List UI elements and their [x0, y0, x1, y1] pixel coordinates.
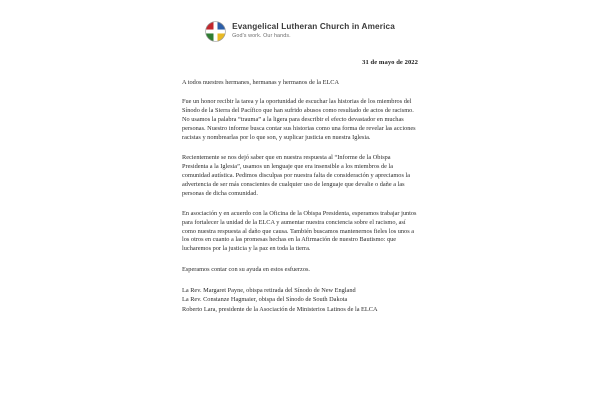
letterhead: [0, 0, 600, 42]
organization-name: Evangelical Lutheran Church in America: [232, 22, 395, 32]
signature-line: La Rev. Constanze Hagmaier, obispa del Sínodo de South Dakota: [182, 296, 348, 304]
letter-paragraph: En asociación y en acuerdo con la Oficina de la Obispa Presidenta, esperamos trabajar juntos para fortalecer la unidad de la ELCA y aumentar nuestra conciencia sobre el racismo, así como nuestra respuesta al daño que causa. También buscamos mantenernos fieles los unos a los otros en cuanto a las promesas hechas en la Afirmación de nuestro Bautismo: que lucharemos por la justicia y la paz en toda la tierra.: [182, 209, 417, 253]
organization-tagline: God's work. Our hands.: [232, 32, 291, 39]
signature-block: [182, 286, 418, 314]
letter-salutation: A todos nuestres hermanes, hermanas y hermanos de la ELCA: [182, 79, 340, 86]
letter-paragraph: Fue un honor recibir la tarea y la oportunidad de escuchar las historias de los miembros del Sínodo de la Sierra del Pacífico que han sufrido abusos como resultado de actos de racismo. No usamos la palabra “trauma” a la ligera para describir el efecto devastador en muchas personas. Nuestro informe busca contar sus historias como una forma de revelar las acciones racistas y nombrearlas por lo que son, y suplicar justicia en nuestra Iglesia.: [182, 98, 416, 142]
letter-date: 31 de mayo de 2022: [362, 59, 418, 66]
elca-cross-logo-icon: [205, 21, 226, 42]
signature-line: La Rev. Margaret Payne, obispa retirada del Sínodo de New England: [182, 287, 356, 295]
letterhead-text: [232, 23, 395, 39]
letter-paragraph: Recientemente se nos dejó saber que en nuestra respuesta al “Informe de la Obispa Presidenta a la Iglesia”, usamos un lenguaje que era insensible a los miembros de la comunidad autística. Pedimos disculpas por nuestra falta de consideración y apreciamos la advertencia de ser más conscientes de cualquier uso de lenguaje que devalie o dañe a las personas de dicha comunidad.: [182, 153, 411, 197]
letter-closing: Esperamos contar con su ayuda en estos esfuerzos.: [182, 266, 310, 274]
letter-body: [182, 42, 418, 314]
signature-line: Roberto Lara, presidente de la Asociación de Ministerios Latinos de la ELCA: [182, 305, 378, 313]
